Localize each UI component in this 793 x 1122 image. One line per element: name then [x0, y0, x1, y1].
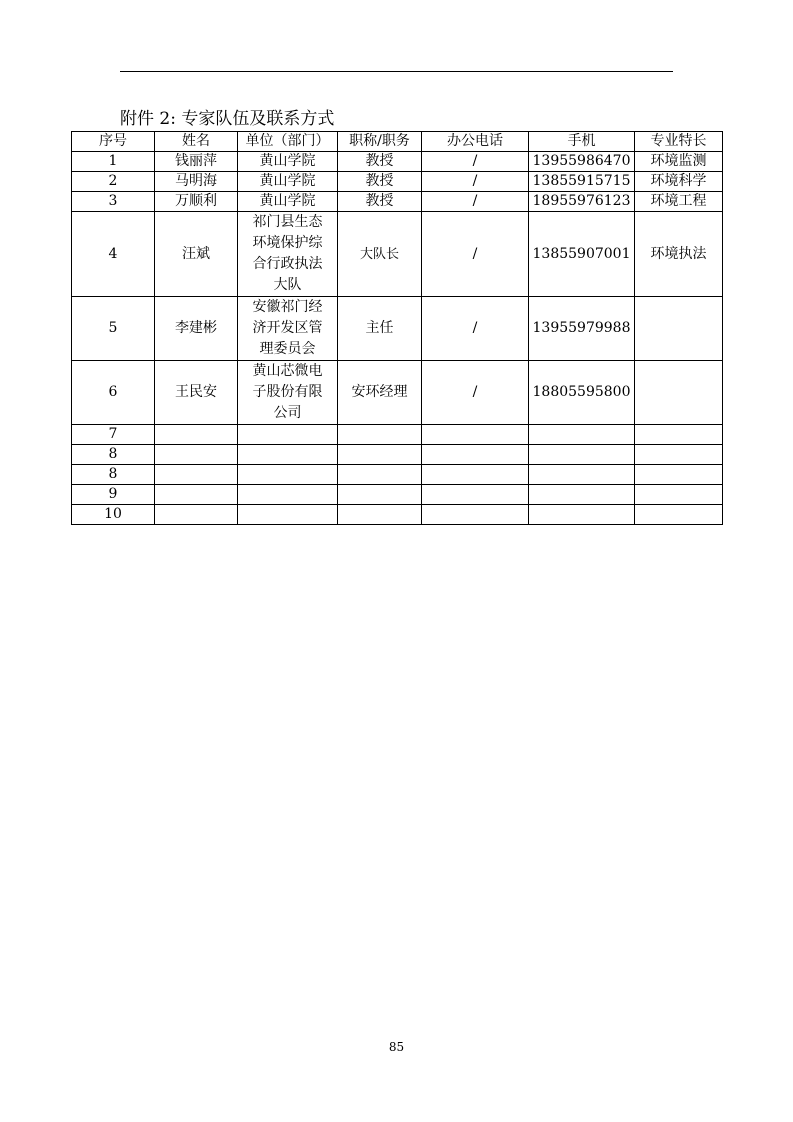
cell-name	[155, 505, 238, 525]
cell-no: 2	[72, 172, 155, 192]
cell-title	[338, 445, 422, 465]
unit-line: 黄山芯微电	[252, 363, 323, 379]
cell-unit	[238, 361, 338, 425]
table-row	[72, 192, 723, 212]
table-row	[72, 425, 723, 445]
cell-specialty	[635, 425, 723, 445]
cell-mobile: 13955979988	[529, 297, 635, 361]
cell-office-phone: /	[422, 297, 529, 361]
table-row	[72, 505, 723, 525]
cell-specialty	[635, 445, 723, 465]
cell-office-phone	[422, 505, 529, 525]
header-specialty: 专业特长	[635, 132, 723, 152]
cell-title: 教授	[338, 192, 422, 212]
table-row	[72, 485, 723, 505]
cell-no: 10	[72, 505, 155, 525]
table-row	[72, 212, 723, 297]
table-header-row	[72, 132, 723, 152]
cell-office-phone: /	[422, 361, 529, 425]
cell-office-phone: /	[422, 212, 529, 297]
unit-line: 理委员会	[259, 341, 316, 357]
header-unit: 单位（部门）	[238, 132, 338, 152]
cell-name: 马明海	[155, 172, 238, 192]
unit-line: 子股份有限	[252, 384, 323, 400]
cell-mobile: 13855915715	[529, 172, 635, 192]
header-rule	[120, 71, 673, 72]
cell-name	[155, 445, 238, 465]
cell-unit: 黄山学院	[238, 152, 338, 172]
header-title: 职称/职务	[338, 132, 422, 152]
unit-line: 合行政执法	[252, 256, 323, 272]
cell-title	[338, 425, 422, 445]
cell-mobile	[529, 485, 635, 505]
table-row	[72, 465, 723, 485]
cell-mobile: 18805595800	[529, 361, 635, 425]
cell-title	[338, 505, 422, 525]
cell-specialty	[635, 485, 723, 505]
cell-no: 7	[72, 425, 155, 445]
cell-name	[155, 425, 238, 445]
table-row	[72, 297, 723, 361]
cell-name: 钱丽萍	[155, 152, 238, 172]
cell-office-phone	[422, 425, 529, 445]
cell-office-phone: /	[422, 152, 529, 172]
table-row	[72, 172, 723, 192]
cell-unit	[238, 212, 338, 297]
unit-line: 祁门县生态	[252, 214, 323, 230]
cell-unit: 黄山学院	[238, 192, 338, 212]
expert-contact-table	[71, 131, 723, 525]
cell-unit	[238, 465, 338, 485]
cell-mobile: 13955986470	[529, 152, 635, 172]
cell-no: 1	[72, 152, 155, 172]
cell-name: 汪斌	[155, 212, 238, 297]
attachment-caption: 附件 2: 专家队伍及联系方式	[120, 109, 335, 129]
cell-title: 安环经理	[338, 361, 422, 425]
cell-specialty: 环境科学	[635, 172, 723, 192]
cell-specialty	[635, 505, 723, 525]
cell-mobile: 18955976123	[529, 192, 635, 212]
cell-unit	[238, 425, 338, 445]
table-row	[72, 445, 723, 465]
cell-title	[338, 465, 422, 485]
table-row	[72, 152, 723, 172]
cell-unit: 黄山学院	[238, 172, 338, 192]
header-no: 序号	[72, 132, 155, 152]
cell-mobile	[529, 425, 635, 445]
cell-no: 3	[72, 192, 155, 212]
cell-no: 5	[72, 297, 155, 361]
cell-title	[338, 485, 422, 505]
cell-no: 8	[72, 445, 155, 465]
cell-specialty	[635, 297, 723, 361]
cell-name: 万顺利	[155, 192, 238, 212]
cell-office-phone	[422, 485, 529, 505]
cell-specialty: 环境监测	[635, 152, 723, 172]
cell-office-phone: /	[422, 192, 529, 212]
cell-title: 教授	[338, 152, 422, 172]
cell-unit	[238, 505, 338, 525]
cell-unit	[238, 445, 338, 465]
cell-title: 大队长	[338, 212, 422, 297]
cell-name: 王民安	[155, 361, 238, 425]
cell-no: 9	[72, 485, 155, 505]
cell-unit	[238, 485, 338, 505]
unit-line: 大队	[273, 277, 302, 293]
cell-mobile	[529, 445, 635, 465]
cell-unit	[238, 297, 338, 361]
cell-no: 6	[72, 361, 155, 425]
page-number: 85	[388, 1040, 405, 1054]
cell-specialty	[635, 465, 723, 485]
cell-title: 主任	[338, 297, 422, 361]
header-name: 姓名	[155, 132, 238, 152]
cell-office-phone: /	[422, 172, 529, 192]
cell-name	[155, 485, 238, 505]
table-row	[72, 361, 723, 425]
unit-line: 环境保护综	[252, 235, 323, 251]
cell-specialty: 环境工程	[635, 192, 723, 212]
cell-office-phone	[422, 445, 529, 465]
cell-name	[155, 465, 238, 485]
header-office-phone: 办公电话	[422, 132, 529, 152]
unit-line: 安徽祁门经	[252, 299, 323, 315]
cell-mobile	[529, 505, 635, 525]
unit-line: 济开发区管	[252, 320, 323, 336]
cell-specialty	[635, 361, 723, 425]
cell-name: 李建彬	[155, 297, 238, 361]
header-mobile: 手机	[529, 132, 635, 152]
unit-line: 公司	[273, 405, 302, 421]
cell-title: 教授	[338, 172, 422, 192]
cell-mobile: 13855907001	[529, 212, 635, 297]
cell-office-phone	[422, 465, 529, 485]
cell-no: 4	[72, 212, 155, 297]
cell-specialty: 环境执法	[635, 212, 723, 297]
cell-no: 8	[72, 465, 155, 485]
cell-mobile	[529, 465, 635, 485]
